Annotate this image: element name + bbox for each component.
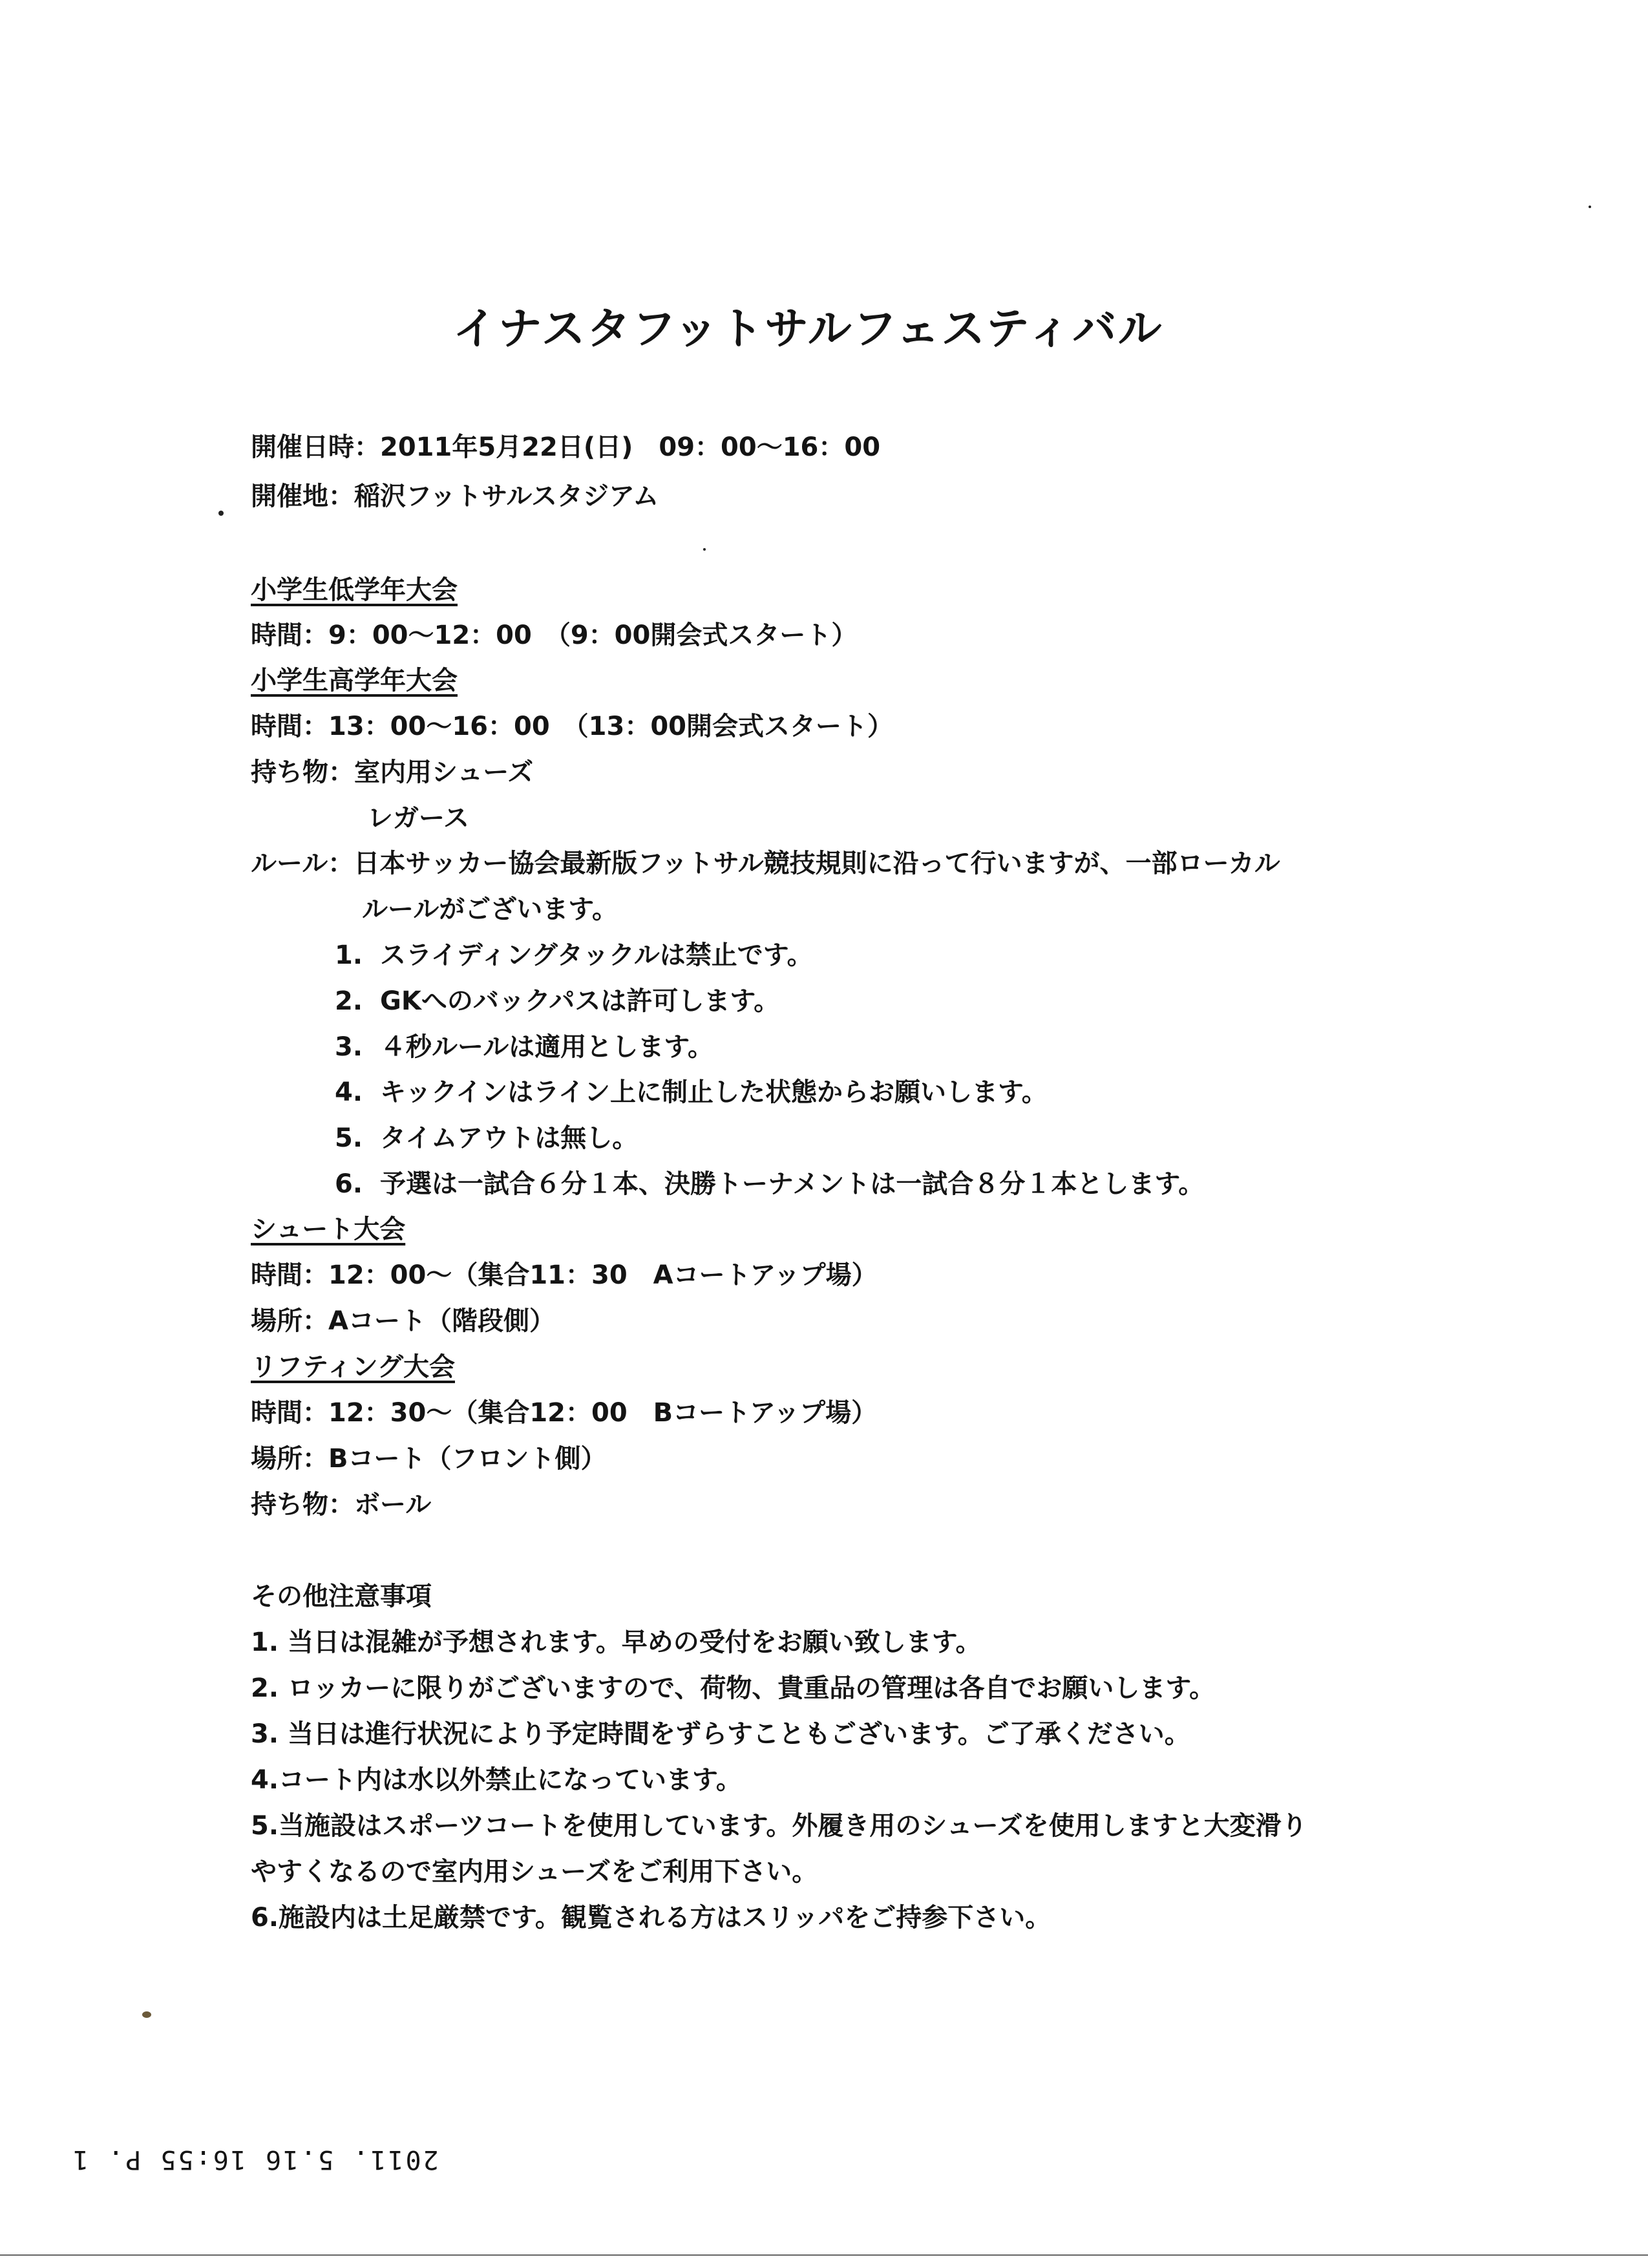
rules-intro-1: 日本サッカー協会最新版フットサル競技規則に沿って行いますが、一部ローカル — [354, 849, 1280, 878]
event-date-label: 開催日時： — [251, 432, 380, 462]
upper-grade-heading: 小学生高学年大会 — [251, 666, 458, 695]
note-item: 5.当施設はスポーツコートを使用しています。外履き用のシューズを使用しますと大変滑り — [251, 1811, 1307, 1841]
rule-text: キックインはライン上に制止した状態からお願いします。 — [380, 1077, 1048, 1107]
scan-speck — [142, 2011, 151, 2018]
rule-item — [335, 1034, 713, 1060]
event-venue-value: 稲沢フットサルスタジアム — [354, 482, 659, 511]
rule-item — [335, 988, 779, 1014]
event-date-row — [251, 434, 880, 460]
notes-heading: その他注意事項 — [251, 1582, 432, 1611]
event-venue-label: 開催地： — [251, 482, 354, 511]
lower-grade-heading: 小学生低学年大会 — [251, 575, 458, 605]
scan-speck — [218, 511, 224, 516]
note-item: やすくなるので室内用シューズをご利用下さい。 — [251, 1857, 818, 1887]
shoot-heading: シュート大会 — [251, 1214, 406, 1244]
rule-text: 予選は一試合６分１本、決勝トーナメントは一試合８分１本とします。 — [380, 1169, 1205, 1199]
lifting-time: 時間：12：30〜（集合12：00 Bコートアップ場） — [251, 1398, 878, 1428]
rules-intro-2: ルールがございます。 — [362, 895, 618, 924]
rule-item — [335, 1171, 1204, 1197]
note-item: 6.施設内は土足厳禁です。観覧される方はスリッパをご持参下さい。 — [251, 1903, 1051, 1933]
rule-number: 5. — [335, 1123, 363, 1153]
note-item: 2. ロッカーに限りがございますので、荷物、貴重品の管理は各自でお願いします。 — [251, 1673, 1216, 1703]
upper-grade-belongings-2: レガース — [367, 803, 469, 833]
rule-number: 6. — [335, 1169, 363, 1199]
rule-item — [335, 1125, 638, 1151]
lifting-place: 場所：Bコート（フロント側） — [251, 1444, 607, 1474]
rule-text: GKへのバックパスは許可します。 — [380, 986, 780, 1016]
upper-grade-belongings: 持ち物：室内用シューズ — [251, 758, 534, 787]
rules-label: ルール： — [251, 849, 354, 878]
scan-speck — [1589, 206, 1591, 208]
rule-text: ４秒ルールは適用とします。 — [380, 1032, 713, 1062]
rule-number: 1. — [335, 940, 363, 970]
rule-text: タイムアウトは無し。 — [380, 1123, 639, 1153]
event-venue-row — [251, 483, 659, 509]
shoot-time: 時間：12：00〜（集合11：30 Aコートアップ場） — [251, 1260, 878, 1290]
lower-grade-time: 時間：9：00〜12：00 （9：00開会式スタート） — [251, 620, 858, 650]
scan-edge-line — [0, 2254, 1648, 2256]
rule-text: スライディングタックルは禁止です。 — [380, 940, 813, 970]
fax-timestamp-footer: 2011. 5.16 16:55 P. 1 — [71, 2145, 439, 2174]
rule-number: 4. — [335, 1077, 363, 1107]
document-title: イナスタフットサルフェスティバル — [452, 303, 1163, 355]
rule-item — [335, 942, 813, 968]
note-item: 4.コート内は水以外禁止になっています。 — [251, 1765, 742, 1795]
rules-row — [251, 851, 1280, 876]
rule-number: 3. — [335, 1032, 363, 1062]
lifting-heading: リフティング大会 — [251, 1352, 455, 1382]
note-item: 1. 当日は混雑が予想されます。早めの受付をお願い致します。 — [251, 1627, 982, 1657]
upper-grade-time: 時間：13：00〜16：00 （13：00開会式スタート） — [251, 712, 893, 741]
shoot-place: 場所：Aコート（階段側） — [251, 1306, 555, 1336]
rule-number: 2. — [335, 986, 363, 1016]
scan-speck — [703, 548, 706, 551]
rule-item — [335, 1079, 1048, 1105]
note-item: 3. 当日は進行状況により予定時間をずらすこともございます。ご了承ください。 — [251, 1719, 1190, 1749]
event-date-value: 2011年5月22日(日) 09：00〜16：00 — [380, 432, 881, 462]
lifting-belongings: 持ち物：ボール — [251, 1490, 432, 1520]
